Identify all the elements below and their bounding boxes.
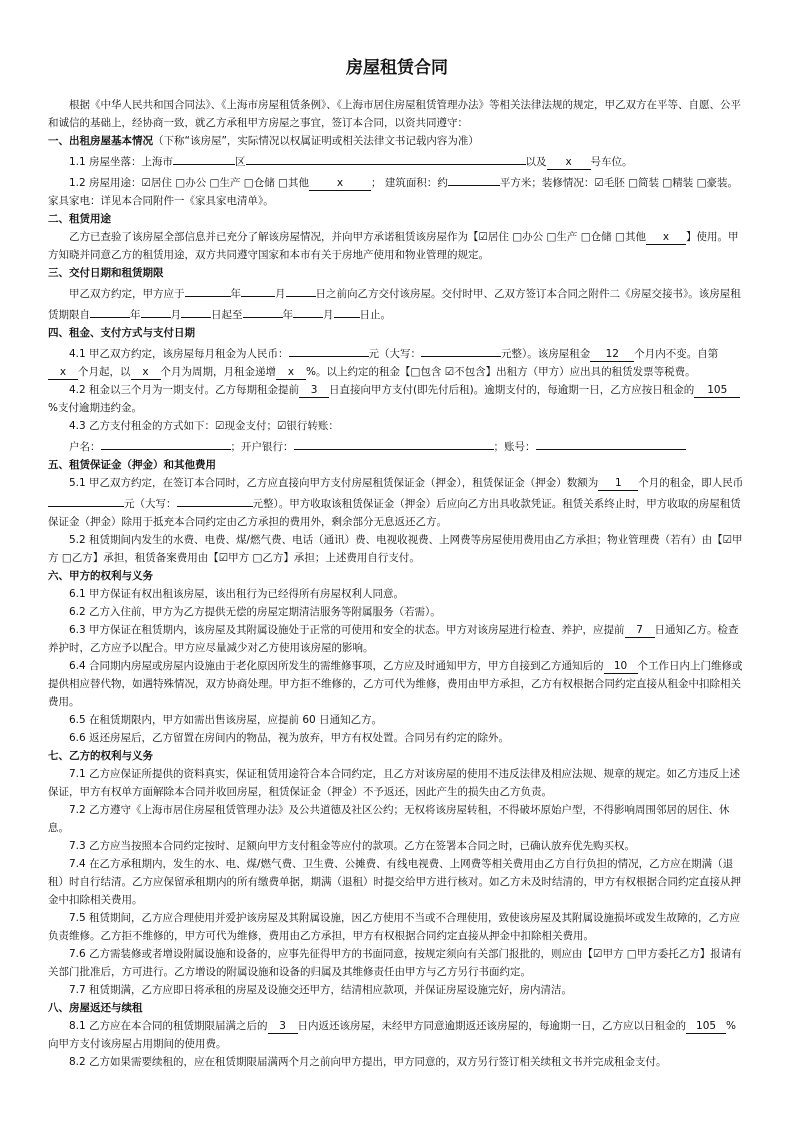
delivery-year-blank[interactable] (185, 282, 231, 297)
section-5-title: 五、租赁保证金（押金）和其他费用 (48, 459, 216, 471)
clause-7-6: 7.6 乙方需装修或者增设附属设施和设备的，应事先征得甲方的书面同意，按规定须向有关部门报批的，则应由【☑甲方 □甲方委托乙方】报请有关部门批准后，方可进行。乙方增设的附属设施和设备的归属及其维修责任由甲方与乙方另行书面约定。 (48, 948, 742, 978)
bank-blank[interactable] (294, 435, 494, 450)
year-label: 年 (130, 309, 141, 321)
section-2-title: 二、租赁用途 (48, 213, 111, 225)
clause-3 (48, 282, 746, 324)
inspection-notice-days-blank[interactable]: 7 (625, 623, 655, 638)
clause-7-5: 7.5 租赁期间，乙方应合理使用并爱护该房屋及其附属设施，因乙方使用不当或不合理使用，致使该房屋及其附属设施损坏或发生故障的，乙方应负责维修。乙方拒不维修的，甲方可代为维修，费用由乙方承担，甲方有权根据合同约定直接从押金中扣除相关费用。 (48, 912, 741, 942)
clause-6-2: 6.2 乙方入住前，甲方为乙方提供无偿的房屋定期清洁服务等附属服务（若需）。 (69, 606, 441, 618)
year-label: 年 (282, 309, 293, 321)
section-7-title: 七、乙方的权利与义务 (48, 750, 153, 762)
start-day-blank[interactable] (181, 303, 211, 318)
start-month-blank[interactable] (141, 303, 171, 318)
month-label: 月 (275, 288, 286, 300)
contract-page (48, 54, 746, 1071)
clause-4-1-text: 个月起，以 (78, 366, 131, 378)
purpose-other-blank[interactable]: x (646, 230, 686, 245)
clause-4-1 (48, 342, 746, 381)
clause-4-2-text: 4.2 租金以三个月为一期支付。乙方每期租金提前 (69, 384, 300, 396)
month-label: 月 (170, 309, 181, 321)
clause-4-2-text: 日直接向甲方支付(即先付后租)。逾期支付的，每逾期一日，乙方应按日租金的 (329, 384, 695, 396)
clause-1-1 (48, 150, 746, 171)
end-month-blank[interactable] (293, 303, 323, 318)
clause-4-2-text: %支付逾期违约金。 (48, 402, 142, 414)
clause-7-3: 7.3 乙方应当按照本合同约定按时、足额向甲方支付租金等应付的款项。乙方在签署本合同之时，已确认放弃优先购买权。 (69, 840, 636, 852)
clause-1-2-rest: 平方米；装修情况：☑毛胚 □简装 □精装 □豪装。家具家电：详见本合同附件一《家具家电清单》。 (48, 177, 739, 207)
clause-6-4 (48, 657, 746, 711)
section-1-heading (48, 132, 746, 150)
clause-1-2 (48, 171, 746, 210)
clause-6-4-text: 个工作日内上门维修或提供相应替代物，如遇特殊情况，双方协商处理。甲方拒不维修的，乙方可代为维修，费用由甲方承担，乙方有权根据合同约定直接从租金中扣除相关费用。 (48, 660, 743, 708)
clause-6-6: 6.6 返还房屋后，乙方留置在房间内的物品，视为放弃，甲方有权处置。合同另有约定的除外。 (69, 732, 510, 744)
clause-7-4: 7.4 在乙方承租期内，发生的水、电、煤/燃气费、卫生费、公摊费、有线电视费、上网费等相关费用由乙方自行负担的情况，乙方应在期满（退租）时自行结清。乙方应保留承租期内的所有缴费单据，期满（退租）时提交给甲方进行核对。如乙方未及时结清的，甲方有权根据合同约定直接从押金中扣除相关费用。 (48, 858, 741, 906)
section-3-title: 三、交付日期和租赁期限 (48, 267, 164, 279)
increase-period-blank[interactable]: x (131, 365, 161, 380)
increase-percent-blank[interactable]: x (276, 365, 306, 380)
clause-4-1-text: 4.1 甲乙双方约定，该房屋每月租金为人民币： (69, 348, 289, 360)
clause-7-2: 7.2 乙方遵守《上海市居住房屋租赁管理办法》及公共道德及社区公约；无权将该房屋转租，不得破坏原始户型，不得影响周围邻居的居住、休息。 (48, 804, 730, 834)
clause-2-text-b: 】使用。甲方知晓并同意乙方的租赁用途，双方共同遵守国家和本市有关于房地产使用和物业管理的规定。 (48, 231, 739, 261)
clause-1-1-district: 区 (235, 156, 246, 168)
clause-3-text: 日之前向乙方交付该房屋。交付时甲、乙双方签订本合同之附件二《房屋交接书》。该房屋租赁期限自 (48, 288, 741, 321)
district-blank[interactable] (173, 150, 235, 165)
account-name-blank[interactable] (101, 435, 231, 450)
delivery-day-blank[interactable] (286, 282, 316, 297)
clause-5-1-text: 5.1 甲乙双方约定，在签订本合同时，乙方应直接向甲方支付房屋租赁保证金（押金），租赁保证金（押金）数额为 (69, 477, 599, 489)
clause-4-1-text: 个月内不变。自第 (634, 348, 719, 360)
section-8-title: 八、房屋返还与续租 (48, 1002, 143, 1014)
clause-6-3-text: 6.3 甲方保证在租赁期内，该房屋及其附属设施处于正常的可使用和安全的状态。甲方对该房屋进行检查、养护，应提前 (69, 624, 625, 636)
clause-8-1 (48, 1017, 746, 1053)
clause-5-1-text: 元整）。甲方收取该租赁保证金（押金）后应向乙方出具收款凭证。租赁关系终止时，甲方收取的房屋租赁保证金（押金）除用于抵充本合同约定由乙方承担的费用外，剩余部分无息返还乙方。 (48, 498, 741, 528)
clause-8-2: 8.2 乙方如果需要续租的，应在租赁期限届满两个月之前向甲方提出，甲方同意的，双方另行签订相关续租文书并完成租金支付。 (69, 1056, 667, 1068)
clause-7-7: 7.7 租赁期满，乙方应即日将承租的房屋及设施交还甲方，结清相应款项，并保证房屋设施完好，房内清洁。 (69, 984, 573, 996)
clause-6-5: 6.5 在租赁期限内，甲方如需出售该房屋，应提前 60 日通知乙方。 (69, 714, 383, 726)
clause-6-4-text: 6.4 合同期内房屋或房屋内设施由于老化原因所发生的需维修事项，乙方应及时通知甲方，甲方自接到乙方通知后的 (69, 660, 604, 672)
clause-3-text: 甲乙双方约定，甲方应于 (69, 288, 185, 300)
clause-6-3 (48, 621, 746, 657)
bank-account-line (48, 435, 746, 456)
clause-4-2 (48, 381, 746, 417)
advance-days-blank[interactable]: 3 (299, 383, 329, 398)
year-label: 年 (230, 288, 241, 300)
rent-amount-blank[interactable] (289, 342, 369, 357)
deposit-amount-words-blank[interactable] (177, 492, 253, 507)
clause-3-text: 日起至 (211, 309, 243, 321)
delivery-month-blank[interactable] (241, 282, 275, 297)
clause-2-text-a: 乙方已查验了该房屋全部信息并已充分了解该房屋情况，并向甲方承诺租赁该房屋作为【☑居住 □办公 □生产 □仓储 □其他 (69, 231, 646, 243)
clause-8-1-text: %向甲方支付该房屋占用期间的使用费。 (48, 1020, 737, 1050)
overstay-percent-blank[interactable]: 105 (686, 1019, 726, 1034)
section-4-title: 四、租金、支付方式与支付日期 (48, 327, 195, 339)
month-label: 月 (323, 309, 334, 321)
rent-fixed-months-blank[interactable]: 12 (590, 347, 634, 362)
end-year-blank[interactable] (243, 303, 283, 318)
clause-1-2-usage: 1.2 房屋用途：☑居住 □办公 □生产 □仓储 □其他 (69, 177, 309, 189)
late-fee-percent-blank[interactable]: 105 (694, 383, 740, 398)
clause-5-1-text: 元（大写： (124, 498, 177, 510)
repair-days-blank[interactable]: 10 (604, 659, 638, 674)
intro-paragraph: 根据《中华人民共和国合同法》、《上海市房屋租赁条例》、《上海市居住房屋租赁管理办法》等相关法律法规的规定，甲乙双方在平等、自愿、公平和诚信的基础上，经协商一致，就乙方承租甲方房屋之事宜，签订本合同，以资共同遵守： (48, 99, 741, 129)
address-blank[interactable] (246, 150, 526, 165)
clause-8-1-text: 日内返还该房屋，未经甲方同意逾期返还该房屋的，每逾期一日，乙方应以日租金的 (297, 1020, 687, 1032)
document-title: 房屋租赁合同 (346, 58, 448, 78)
usage-other-blank[interactable]: x (309, 176, 371, 191)
clause-8-1-text: 8.1 乙方应在本合同的租赁期限届满之后的 (69, 1020, 268, 1032)
start-year-blank[interactable] (90, 303, 130, 318)
section-1-title: 一、出租房屋基本情况 (48, 135, 153, 147)
clause-1-2-area: ； 建筑面积：约 (370, 177, 448, 189)
rent-amount-words-blank[interactable] (421, 342, 501, 357)
section-6-title: 六、甲方的权利与义务 (48, 570, 153, 582)
account-number-label: ；账号： (493, 441, 536, 453)
return-days-blank[interactable]: 3 (268, 1019, 298, 1034)
deposit-months-blank[interactable]: 1 (598, 476, 638, 491)
account-number-blank[interactable] (536, 435, 686, 450)
clause-1-1-end: 号车位。 (590, 156, 633, 168)
clause-4-1-text: 元（大写： (368, 348, 422, 360)
deposit-amount-blank[interactable] (48, 492, 124, 507)
area-blank[interactable] (448, 171, 500, 186)
end-day-blank[interactable] (334, 303, 360, 318)
clause-5-1 (48, 474, 746, 531)
clause-4-1-text: 个月为周期，月租金递增 (160, 366, 276, 378)
clause-5-2: 5.2 租赁期间内发生的水费、电费、煤/燃气费、电话（通讯）费、电视收视费、上网费等房屋使用费用由乙方承担；物业管理费（若有）由【☑甲方 □乙方】承担，租赁备案费用由【☑甲方 □乙方】承担；上述费用自行支付。 (48, 534, 743, 564)
clause-4-3: 4.3 乙方支付租金的方式如下：☑现金支付；☑银行转账： (69, 420, 339, 432)
clause-5-1-text: 个月的租金，即人民币 (638, 477, 744, 489)
clause-6-3-text: 日通知乙方。检查养护时，乙方应予以配合。甲方应尽量减少对乙方使用该房屋的影响。 (48, 624, 739, 654)
clause-2 (48, 228, 746, 264)
parking-blank[interactable]: x (547, 155, 591, 170)
clause-1-1-and: 以及 (525, 156, 547, 168)
clause-6-1: 6.1 甲方保证有权出租该房屋，该出租行为已经得所有房屋权利人同意。 (69, 588, 405, 600)
clause-1-1-label: 1.1 房屋坐落：上海市 (69, 156, 174, 168)
clause-4-1-text: %。以上约定的租金【□包含 ☑不包含】出租方（甲方）应出具的租赁发票等税费。 (306, 366, 696, 378)
increase-start-month-blank[interactable]: x (48, 365, 78, 380)
section-1-note: （下称“该房屋”，实际情况以权属证明或相关法律文书记载内容为准） (153, 135, 479, 147)
account-name-label: 户名： (69, 441, 101, 453)
bank-label: ；开户银行： (230, 441, 294, 453)
clause-7-1: 7.1 乙方应保证所提供的资料真实，保证租赁用途符合本合同约定，且乙方对该房屋的使用不违反法律及相应法规、规章的规定。如乙方违反上述保证，甲方有权单方面解除本合同并收回房屋，租赁保证金（押金）不予返还，因此产生的损失由乙方负责。 (48, 768, 741, 798)
clause-3-text: 日止。 (359, 309, 391, 321)
clause-4-1-text: 元整）。该房屋租金 (501, 348, 591, 360)
